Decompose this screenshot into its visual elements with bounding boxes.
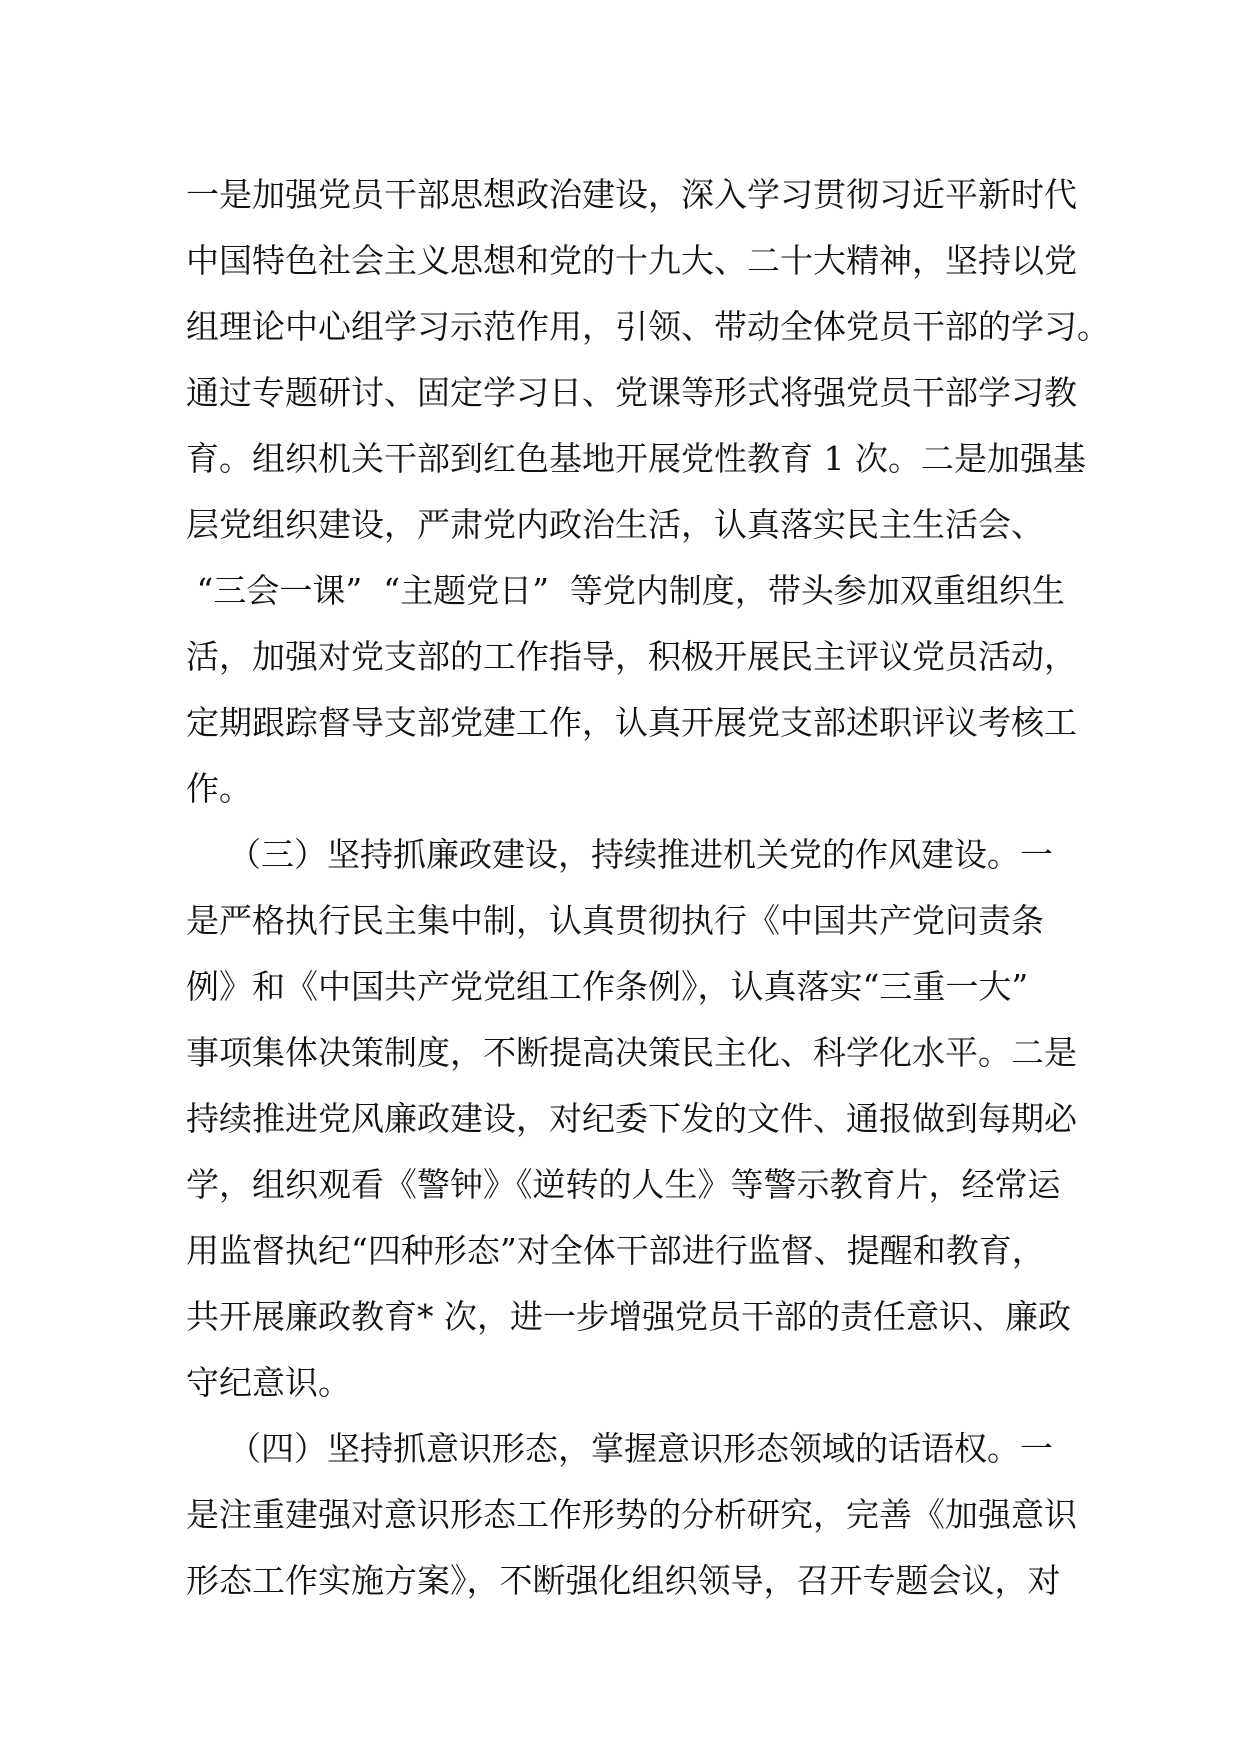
text-line: 是严格执行民主集中制，认真贯彻执行《中国共产党问责条 bbox=[186, 901, 1044, 940]
text-line: 事项集体决策制度，不断提高决策民主化、科学化水平。二是 bbox=[186, 1033, 1077, 1072]
text-line: 组理论中心组学习示范作用，引领、带动全体党员干部的学习。 bbox=[186, 307, 1110, 346]
text-line: 一是加强党员干部思想政治建设，深入学习贯彻习近平新时代 bbox=[186, 175, 1077, 214]
text-line: 活，加强对党支部的工作指导，积极开展民主评议党员活动， bbox=[186, 637, 1077, 676]
text-line: 形态工作实施方案》，不断强化组织领导，召开专题会议，对 bbox=[186, 1561, 1061, 1600]
section-heading-line: （三）坚持抓廉政建设，持续推进机关党的作风建设。一 bbox=[186, 835, 1053, 874]
text-line: 定期跟踪督导支部党建工作，认真开展党支部述职评议考核工 bbox=[186, 703, 1077, 742]
text-line: 层党组织建设，严肃党内政治生活，认真落实民主生活会、 bbox=[186, 505, 1044, 544]
section-heading-line: （四）坚持抓意识形态，掌握意识形态领域的话语权。一 bbox=[186, 1429, 1053, 1468]
text-line: 共开展廉政教育* 次，进一步增强党员干部的责任意识、廉政 bbox=[186, 1297, 1071, 1336]
text-line: “三会一课” “主题党日” 等党内制度，带头参加双重组织生 bbox=[186, 571, 1065, 610]
text-line: 学，组织观看《警钟》《逆转的人生》等警示教育片，经常运 bbox=[186, 1165, 1061, 1204]
text-line: 守纪意识。 bbox=[186, 1363, 351, 1402]
text-line: 例》和《中国共产党党组工作条例》，认真落实“三重一大” bbox=[186, 967, 1029, 1006]
text-line: 是注重建强对意识形态工作形势的分析研究，完善《加强意识 bbox=[186, 1495, 1077, 1534]
text-line: 作。 bbox=[186, 769, 252, 808]
text-line: 持续推进党风廉政建设，对纪委下发的文件、通报做到每期必 bbox=[186, 1099, 1077, 1138]
text-line: 育。组织机关干部到红色基地开展党性教育 1 次。二是加强基 bbox=[186, 439, 1086, 478]
document-body bbox=[186, 162, 1110, 1614]
text-line: 用监督执纪“四种形态”对全体干部进行监督、提醒和教育， bbox=[186, 1231, 1045, 1270]
text-line: 中国特色社会主义思想和党的十九大、二十大精神，坚持以党 bbox=[186, 241, 1077, 280]
text-line: 通过专题研讨、固定学习日、党课等形式将强党员干部学习教 bbox=[186, 373, 1077, 412]
